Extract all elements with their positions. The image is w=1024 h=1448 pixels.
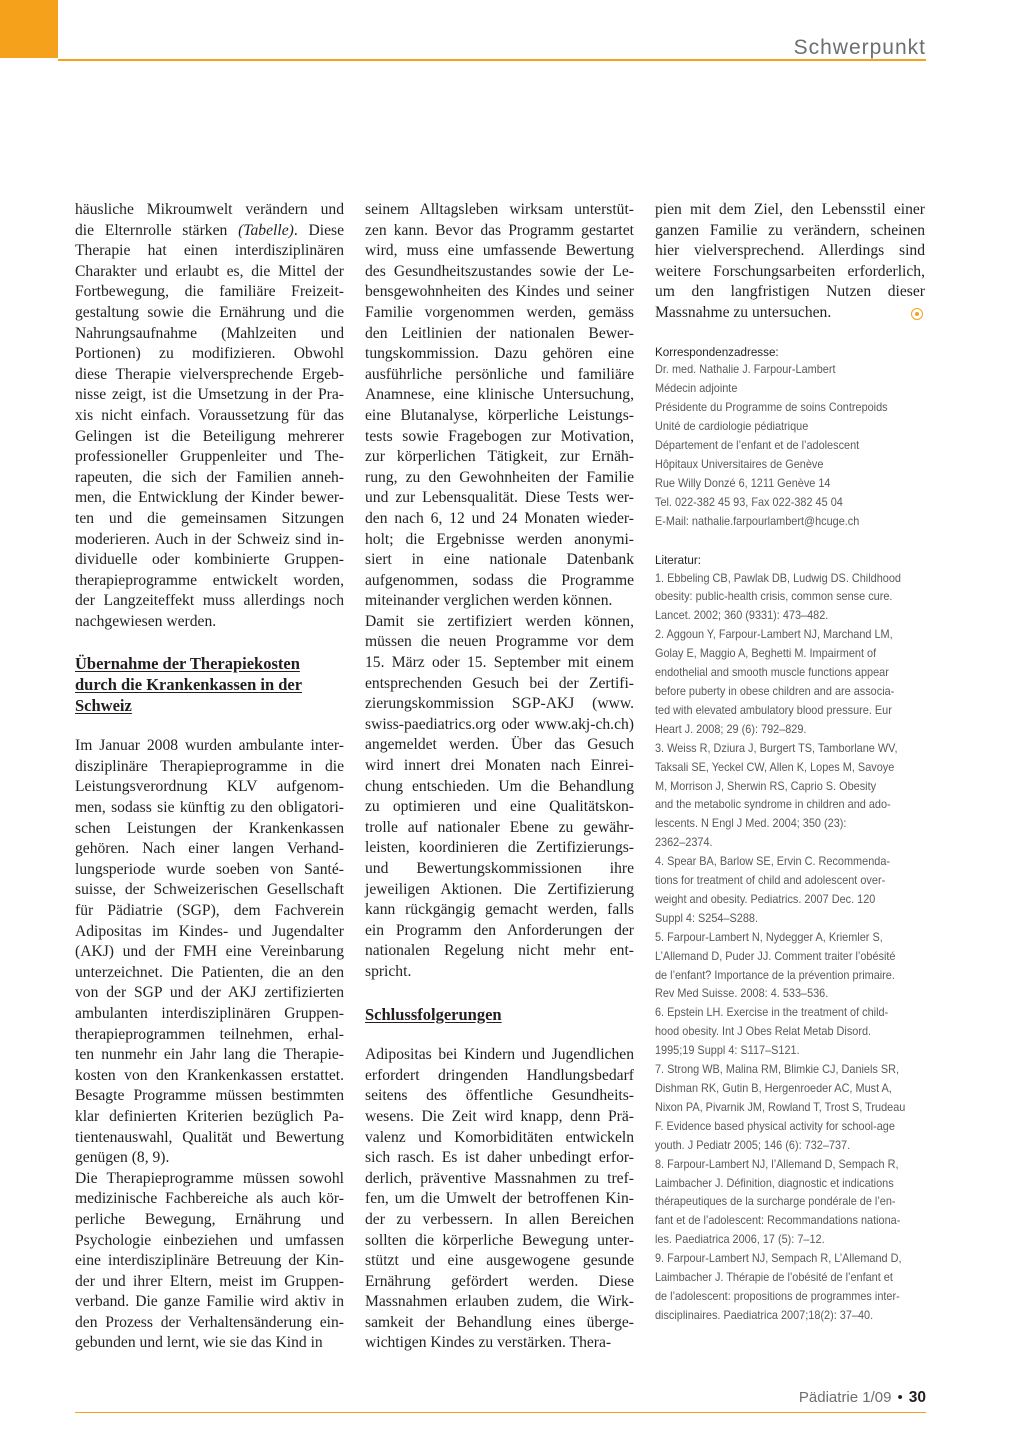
text-line: der Langzeiteffekt muss allerdings noch	[75, 592, 344, 610]
text-line: dividuelle oder kombinierte Gruppen-	[75, 551, 344, 569]
text-line: Gelingen ist die Beteiligung mehrerer	[75, 427, 344, 445]
text-line: und zur Lebensqualität. Diese Tests wer-	[365, 489, 634, 507]
text-line: Besagte Programme müssen bestimmten	[75, 1087, 344, 1105]
text-line: Portionen) zu modifizieren. Obwohl	[75, 345, 344, 363]
text-line: derlich, präventive Massnahmen zu tref-	[365, 1169, 634, 1187]
text-line: wesens. Die Zeit wird knapp, denn Prä-	[365, 1107, 634, 1125]
text-line: eine Blutanalyse, körperliche Leistungs-	[365, 406, 634, 424]
text-line: (AKJ) und der FMH eine Vereinbarung	[75, 943, 344, 961]
text-line: xis nicht einfach. Voraussetzung für das	[75, 406, 344, 424]
text-line: de l’enfant? Importance de la prévention primaire.	[655, 968, 895, 982]
text-line: de l’adolescent: propositions de programmes inter-	[655, 1289, 900, 1303]
text-line: moderieren. Auch in der Schweiz sind in-	[75, 530, 344, 548]
text-line: Adipositas bei Kindern und Jugendlichen	[365, 1046, 634, 1064]
text-line: kosten von den Krankenkassen erstattet.	[75, 1066, 344, 1084]
text-line: Heart J. 2008; 29 (6): 792–829.	[655, 722, 807, 736]
text-line: Fortbewegung, die familiäre Freizeit-	[75, 283, 344, 301]
footer-bullet: •	[897, 1389, 903, 1406]
text-line: Übernahme der Therapiekosten	[75, 654, 300, 674]
text-line: häusliche Mikroumwelt verändern und	[75, 201, 344, 218]
text-line: schen Leistungen der Krankenkassen	[75, 819, 344, 837]
text-line: men, die Entwicklung der Kinder bewer-	[75, 489, 344, 507]
section-heading	[75, 654, 344, 716]
text-line: unterzeichnet. Die Patienten, die an den	[75, 963, 344, 981]
text-line: sich rasch. Es ist daher unbedingt erfor-	[365, 1149, 634, 1167]
text-line: Ernährung gefördert werden. Diese	[365, 1272, 634, 1290]
text-line: miteinander verglichen werden können.	[365, 592, 613, 610]
text-line: thérapeutiques de la surcharge pondérale de l’en-	[655, 1195, 896, 1209]
text-line: Département de l’enfant et de l’adolescent	[655, 439, 860, 453]
text-line: aufgenommen, sodass die Programme	[365, 571, 634, 589]
text-line: 2362–2374.	[655, 836, 713, 850]
text-line: ten nunmehr ein Jahr lang die Therapie-	[75, 1046, 344, 1064]
text-line: um den langfristigen Nutzen dieser	[655, 283, 925, 301]
text-line: disciplinaires. Paediatrica 2007;18(2): 37–40.	[655, 1308, 874, 1322]
text-line: klar definierten Kriterien bezüglich Pa-	[75, 1107, 344, 1125]
correspondence-heading: Korrespondenzadresse:	[655, 344, 779, 359]
text-line: swiss-paediatrics.org oder www.akj-ch.ch)	[365, 715, 634, 733]
text-line: die Elternrolle stärken (Tabelle). Diese	[75, 221, 344, 239]
text-line: nisse zeigt, ist die Umsetzung in der Pra-	[75, 386, 344, 404]
paragraph	[655, 200, 925, 324]
text-line: jeweiligen Aktionen. Die Zertifizierung	[365, 880, 634, 898]
text-line: 6. Epstein LH. Exercise in the treatment of child-	[655, 1006, 889, 1020]
text-line: gebunden und lernt, wie sie das Kind in	[75, 1334, 323, 1352]
text-line: les. Paediatrica 2006, 17 (5): 7–12.	[655, 1233, 825, 1247]
text-line: tions for treatment of child and adolescent over-	[655, 874, 886, 888]
text-line: Laimbacher J. Définition, diagnostic et indications	[655, 1176, 894, 1190]
text-line: trolle auf nationaler Ebene zu gewähr-	[365, 818, 634, 836]
text-line: genügen (8, 9).	[75, 1149, 170, 1167]
text-line: zur körperlichen Tätigkeit, zur Ernäh-	[365, 448, 634, 466]
text-line: rapeuten, die sich der Familien anneh-	[75, 468, 344, 486]
text-line: von der SGP und der AKJ zertifizierten	[75, 984, 344, 1002]
text-line: rung, zu den Gewohnheiten der Familie	[365, 468, 634, 486]
text-line: weitere Forschungsarbeiten erforderlich,	[655, 262, 925, 280]
text-line: und Bewertungskommissionen ihre	[365, 860, 634, 877]
text-line: and the metabolic syndrome in children and ado-	[655, 798, 891, 812]
text-line: disziplinäre Therapieprogramme in die	[75, 757, 344, 775]
text-line: ten und die gemeinsamen Sitzungen	[75, 509, 344, 527]
text-line: pien mit dem Ziel, den Lebensstil einer	[655, 201, 925, 218]
text-line: den nach 6, 12 und 24 Monaten wieder-	[365, 509, 634, 527]
text-line: wird, muss eine umfassende Bewertung	[365, 242, 634, 260]
text-line: Anamnese, eine klinische Untersuchung,	[365, 386, 634, 404]
text-line: therapieprogrammen teilnehmen, erhal-	[75, 1025, 344, 1043]
text-line: L’Allemand D, Puder JJ. Comment traiter l’obésité	[655, 949, 896, 963]
text-line: den Leitlinien der nationalen Bewer-	[365, 324, 634, 342]
text-line: zu optimieren und eine Qualitätskon-	[365, 798, 634, 816]
text-line: Rue Willy Donzé 6, 1211 Genève 14	[655, 476, 831, 490]
text-line: gestaltung sowie die Ernährung und die	[75, 303, 344, 321]
text-line: Présidente du Programme de soins Contrepoids	[655, 401, 888, 415]
text-line: Familie vorgenommen werden, gemäss	[365, 303, 634, 321]
text-line: nachgewiesen werden.	[75, 612, 217, 630]
correspondence-block	[655, 343, 924, 1326]
paragraph	[365, 612, 634, 983]
text-line: Taksali SE, Yeckel CW, Allen K, Lopes M, Savoye	[655, 760, 895, 774]
text-line: suisse, der Schweizerischen Gesellschaft	[75, 881, 344, 899]
text-line: 3. Weiss R, Dziura J, Burgert TS, Tamborlane WV,	[655, 741, 898, 755]
text-line: bensgewohnheiten des Kindes und seiner	[365, 283, 634, 301]
text-line: weight and obesity. Pediatrics. 2007 Dec. 120	[655, 892, 876, 906]
text-line: 7. Strong WB, Malina RM, Blimkie CJ, Daniels SR,	[655, 1063, 900, 1077]
paragraph	[365, 1045, 634, 1354]
text-line: 4. Spear BA, Barlow SE, Ervin C. Recommenda-	[655, 855, 891, 869]
text-line: müssen die neuen Programme vor dem	[365, 633, 634, 651]
text-line: gehören. Nach einer langen Verhand-	[75, 840, 344, 858]
paragraph	[75, 200, 344, 632]
literature-lines	[655, 570, 924, 1326]
text-line: Laimbacher J. Thérapie de l’obésité de l’enfant et	[655, 1271, 893, 1285]
text-line: Im Januar 2008 wurden ambulante inter-	[75, 737, 344, 755]
text-line: 9. Farpour-Lambert NJ, Sempach R, L’Allemand D,	[655, 1252, 902, 1266]
text-line: therapieprogramme entwickelt worden,	[75, 571, 344, 589]
text-line: Lancet. 2002; 360 (9331): 473–482.	[655, 609, 829, 623]
header-rule	[58, 59, 926, 61]
text-line: before puberty in obese children and are associa-	[655, 684, 895, 698]
text-line: seinem Alltagsleben wirksam unterstüt-	[365, 201, 634, 218]
page-footer	[799, 1389, 926, 1407]
text-line: Therapie hat einen interdisziplinären	[75, 242, 344, 260]
text-line: Dishman RK, Gutin B, Hergenroeder AC, Must A,	[655, 1082, 892, 1095]
text-line: tests sowie Fragebogen zur Motivation,	[365, 427, 634, 445]
text-line: lescents. N Engl J Med. 2004; 350 (23):	[655, 817, 847, 831]
text-line: Nixon PA, Pivarnik JM, Rowland T, Trost S, Trudeau	[655, 1100, 906, 1114]
page-number: 30	[908, 1389, 926, 1406]
correspondence-lines	[655, 361, 924, 531]
text-line: 1995;19 Suppl 4: S117–S121.	[655, 1044, 800, 1058]
text-line: erfordert dringenden Handlungsbedarf	[365, 1066, 634, 1084]
text-line: Unité de cardiologie pédiatrique	[655, 420, 809, 434]
text-line: Golay E, Maggio A, Beghetti M. Impairment of	[655, 647, 877, 661]
text-line: Schweiz	[75, 695, 132, 715]
text-line: ausführliche persönliche und familiäre	[365, 365, 634, 383]
text-line: endothelial and smooth muscle functions appear	[655, 666, 889, 680]
text-line: für Pädiatrie (SGP), dem Fachverein	[75, 902, 344, 919]
text-line: lungsperiode wurde soeben von Santé-	[75, 860, 344, 878]
section-heading	[365, 1005, 634, 1026]
text-line: verband. Die ganze Familie wird aktiv in	[75, 1293, 344, 1311]
text-line: stützt und eine ausgewogene gesunde	[365, 1252, 634, 1270]
text-line: samkeit der Behandlung eines überge-	[365, 1313, 634, 1331]
text-line: ein Programm den Anforderungen der	[365, 921, 634, 939]
text-line: 2. Aggoun Y, Farpour-Lambert NJ, Marchand LM,	[655, 628, 893, 642]
paragraph	[75, 1169, 344, 1354]
text-line: E-Mail: nathalie.farpourlambert@hcuge.ch	[655, 514, 860, 528]
text-line: Psychologie einbeziehen und umfassen	[75, 1231, 344, 1249]
literature-heading: Literatur:	[655, 552, 701, 567]
text-line: zen kann. Bevor das Programm gestartet	[365, 221, 634, 239]
text-line: wichtigen Kindes zu verstärken. Thera-	[365, 1334, 612, 1352]
text-line: obesity: public-health crisis, common sense cure.	[655, 590, 893, 604]
corner-accent-block	[0, 0, 58, 58]
column-2	[365, 200, 634, 1354]
text-line: Massnahmen erlauben zudem, die Wirk-	[365, 1293, 634, 1311]
text-line: siert in eine nationale Datenbank	[365, 551, 634, 569]
text-line: fant et de l’adolescent: Recommandations nationa-	[655, 1214, 901, 1228]
text-line: der und ihrer Eltern, meist im Gruppen-	[75, 1272, 344, 1290]
text-line: Massnahme zu untersuchen.	[655, 303, 925, 324]
text-line: Damit sie zertifiziert werden können,	[365, 612, 634, 630]
column-1	[75, 200, 344, 1354]
text-line: chung entschieden. Um die Behandlung	[365, 777, 634, 795]
text-line: durch die Krankenkassen in der	[75, 675, 303, 695]
paragraph	[75, 736, 344, 1168]
text-line: ambulanten interdisziplinären Gruppen-	[75, 1004, 344, 1022]
text-line: tungskommission. Dazu gehören eine	[365, 345, 634, 363]
text-line: M, Morrison J, Sherwin RS, Caprio S. Obesity	[655, 779, 877, 793]
text-line: Hôpitaux Universitaires de Genève	[655, 458, 824, 471]
footer-rule	[75, 1412, 926, 1413]
text-line: tientenauswahl, Qualität und Bewertung	[75, 1128, 344, 1146]
text-line: professioneller Gruppenleiter und The-	[75, 448, 344, 466]
text-line: diese Therapie vielversprechende Ergeb-	[75, 365, 344, 383]
text-line: youth. J Pediatr 2005; 146 (6): 732–737.	[655, 1138, 851, 1152]
text-line: entsprechenden Gesuch bei der Zertifi-	[365, 674, 634, 692]
text-line: angemeldet werden. Über das Gesuch	[365, 736, 634, 754]
text-line: des Gesundheitszustandes sowie der Le-	[365, 262, 634, 280]
text-line: Médecin adjointe	[655, 382, 738, 396]
paragraph	[365, 200, 634, 612]
text-line: fen, um die Umwelt der betroffenen Kin-	[365, 1190, 634, 1208]
text-line: 1. Ebbeling CB, Pawlak DB, Ludwig DS. Childhood	[655, 571, 901, 585]
text-line: hier vielversprechend. Allerdings sind	[655, 242, 925, 260]
text-line: spricht.	[365, 962, 412, 980]
text-line: 5. Farpour-Lambert N, Nydegger A, Kriemler S,	[655, 930, 883, 944]
text-line: F. Evidence based physical activity for school-age	[655, 1119, 895, 1133]
text-line: Rev Med Suisse. 2008: 4. 533–536.	[655, 987, 829, 1001]
text-line: 8. Farpour-Lambert NJ, l’Allemand D, Sempach R,	[655, 1157, 899, 1171]
text-line: Schlussfolgerungen	[365, 1004, 502, 1024]
text-line: seitens des öffentliche Gesundheits-	[365, 1087, 634, 1105]
text-line: Die Therapieprogramme müssen sowohl	[75, 1169, 344, 1187]
text-line: nationalen Regelung nicht mehr ent-	[365, 942, 634, 960]
text-line: kann rückgängig gemacht werden, falls	[365, 901, 634, 919]
section-label: Schwerpunkt	[793, 36, 926, 59]
text-line: eine interdisziplinäre Betreuung der Kin-	[75, 1252, 344, 1270]
text-line: Adipositas im Kindes- und Jugendalter	[75, 922, 344, 940]
text-line: men, sodass sie künftig zu den obligatori-	[75, 799, 344, 817]
text-line: Leistungsverordnung KLV aufgenom-	[75, 778, 344, 796]
text-line: Tel. 022-382 45 93, Fax 022-382 45 04	[655, 495, 843, 509]
text-line: 15. März oder 15. September mit einem	[365, 654, 634, 672]
text-line: valenz und Komorbiditäten entwickeln	[365, 1128, 634, 1146]
text-line: Charakter und erlaubt es, die Mittel der	[75, 262, 344, 280]
text-line: den Prozess der Verhaltensänderung ein-	[75, 1313, 344, 1331]
text-line: der zu verbessern. In allen Bereichen	[365, 1210, 634, 1228]
text-line: leisten, koordinieren die Zertifizierungs-	[365, 839, 634, 857]
text-line: holt; die Ergebnisse werden anonymi-	[365, 530, 634, 548]
text-line: Nahrungsaufnahme (Mahlzeiten und	[75, 324, 344, 342]
journal-name: Pädiatrie 1/09	[798, 1389, 892, 1406]
column-3	[655, 200, 925, 1326]
text-line: wird innert drei Monaten nach Einrei-	[365, 757, 634, 775]
text-line: sollten die körperliche Bewegung unter-	[365, 1231, 634, 1249]
text-line: hood obesity. Int J Obes Relat Metab Disord.	[655, 1025, 872, 1039]
text-line: Dr. med. Nathalie J. Farpour-Lambert	[655, 363, 836, 377]
text-line: zierungskommission SGP-AKJ (www.	[365, 695, 634, 713]
text-line: Suppl 4: S254–S288.	[655, 911, 759, 925]
text-line: perliche Bewegung, Ernährung und	[75, 1210, 344, 1228]
text-line: medizinische Fachbereiche als auch kör-	[75, 1190, 344, 1208]
text-line: ted with elevated ambulatory blood pressure. Eur	[655, 703, 892, 717]
text-line: ganzen Familie zu verändern, scheinen	[655, 221, 925, 239]
end-of-article-icon	[911, 308, 923, 320]
